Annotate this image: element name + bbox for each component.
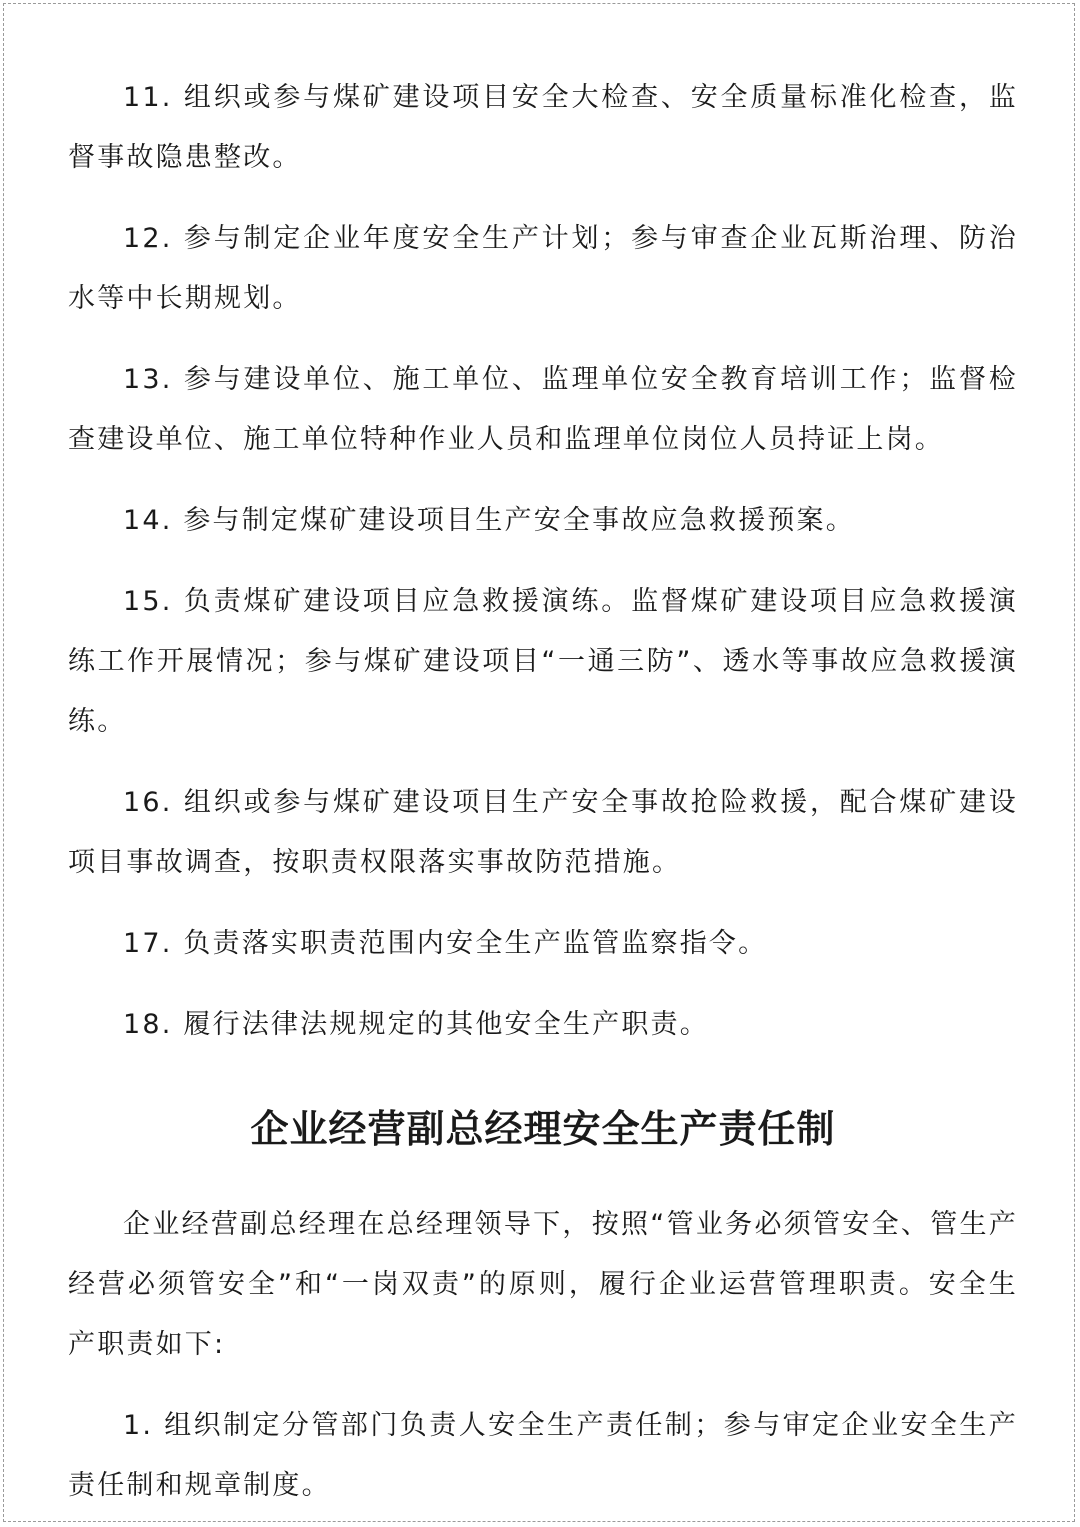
duty-item-18: 18. 履行法律法规规定的其他安全生产职责。 — [123, 1009, 709, 1040]
duty-item-1: 1. 组织制定分管部门负责人安全生产责任制；参与审定企业安全生产责任制和规章制度。 — [68, 1410, 1018, 1501]
duty-item-13: 13. 参与建设单位、施工单位、监理单位安全教育培训工作；监督检查建设单位、施工单位特种作业人员和监理单位岗位人员持证上岗。 — [68, 364, 1018, 455]
section-title: 企业经营副总经理安全生产责任制 — [250, 1106, 836, 1151]
section-intro: 企业经营副总经理在总经理领导下，按照“管业务必须管安全、管生产经营必须管安全”和“一岗双责”的原则，履行企业运营管理职责。安全生产职责如下: — [68, 1209, 1018, 1360]
duty-item-12: 12. 参与制定企业年度安全生产计划；参与审查企业瓦斯治理、防治水等中长期规划。 — [68, 223, 1018, 314]
duty-item-11: 11. 组织或参与煤矿建设项目安全大检查、安全质量标准化检查，监督事故隐患整改。 — [68, 82, 1018, 173]
duty-item-14: 14. 参与制定煤矿建设项目生产安全事故应急救援预案。 — [123, 505, 855, 536]
duty-item-15: 15. 负责煤矿建设项目应急救援演练。监督煤矿建设项目应急救援演练工作开展情况；参与煤矿建设项目“一通三防”、透水等事故应急救援演练。 — [68, 586, 1018, 737]
document-body — [68, 68, 1018, 1516]
duty-item-16: 16. 组织或参与煤矿建设项目生产安全事故抢险救援，配合煤矿建设项目事故调查，按职责权限落实事故防范措施。 — [68, 787, 1018, 878]
duty-item-17: 17. 负责落实职责范围内安全生产监管监察指令。 — [123, 928, 768, 959]
